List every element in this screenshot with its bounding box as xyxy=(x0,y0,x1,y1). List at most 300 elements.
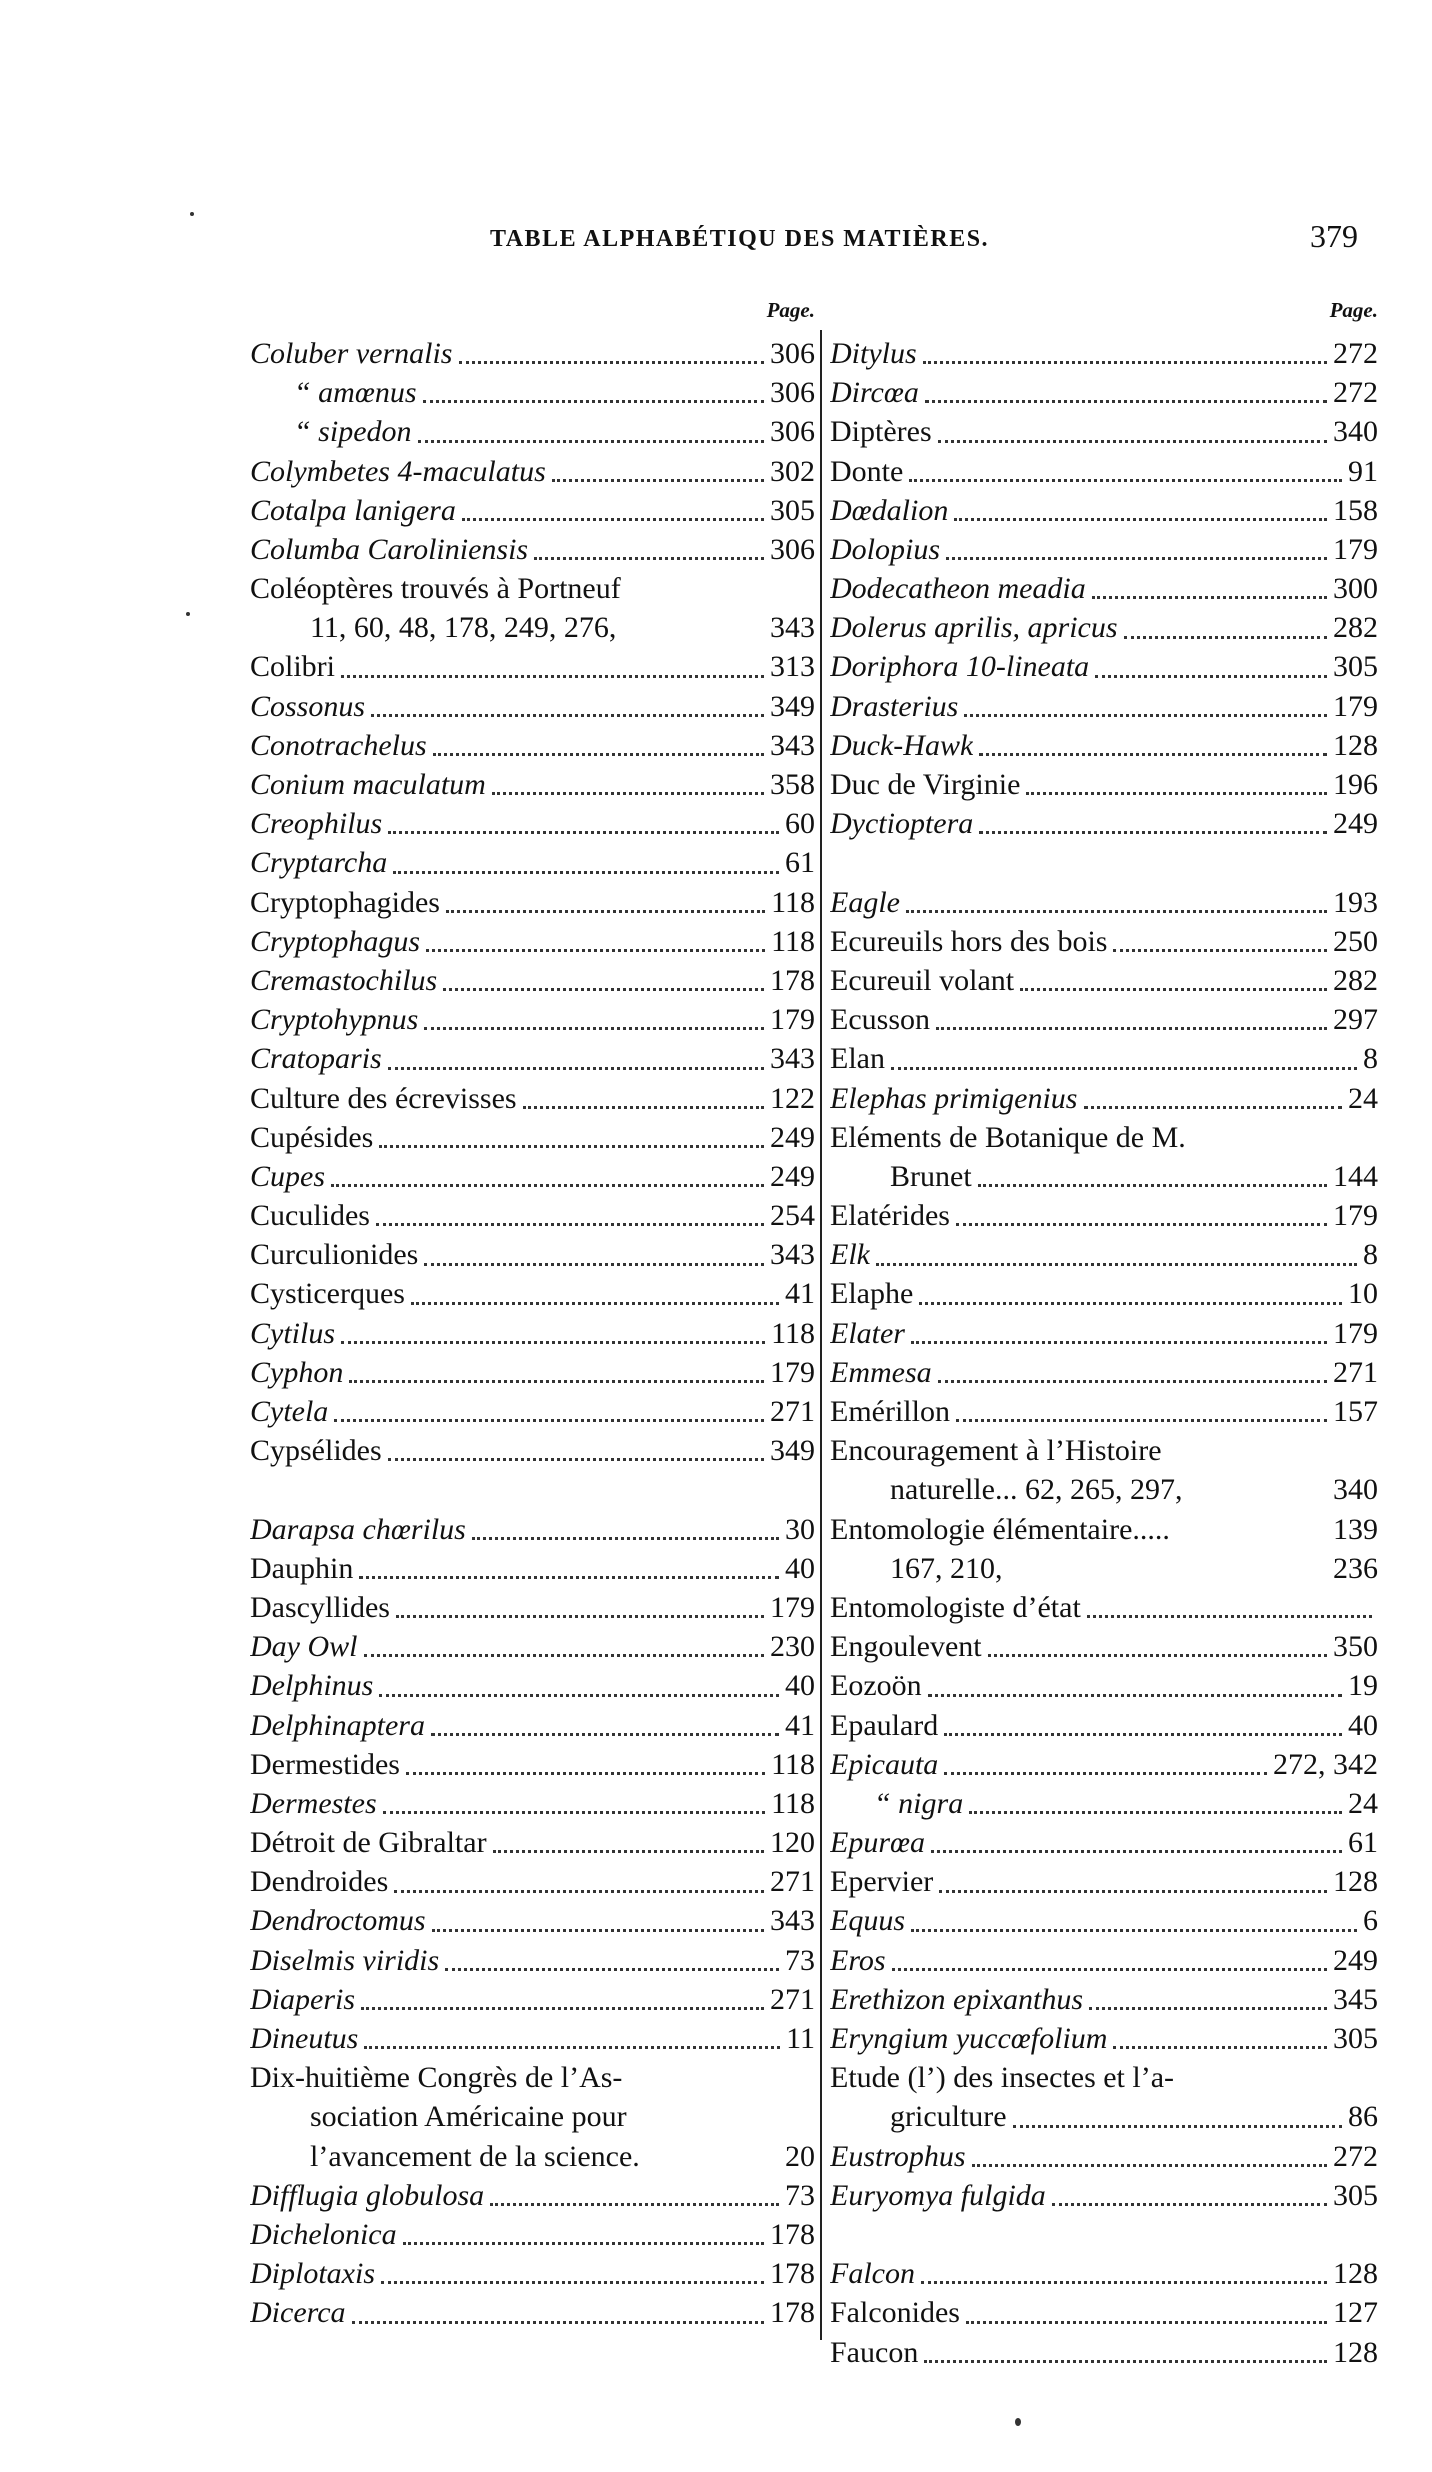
page-number: 379 xyxy=(1310,218,1358,254)
dot-leader xyxy=(433,753,764,756)
index-column-left xyxy=(250,298,815,2333)
index-page-ref: 300 xyxy=(1333,572,1378,606)
index-page-ref: 345 xyxy=(1333,1982,1378,2016)
dot-leader xyxy=(334,1419,764,1422)
index-entry xyxy=(250,1784,815,1823)
column-page-label: Page. xyxy=(766,298,815,322)
dot-leader xyxy=(459,361,765,364)
index-entry xyxy=(250,2019,815,2058)
index-entry xyxy=(830,1745,1378,1784)
index-entry xyxy=(250,1862,815,1901)
index-term: Cossonus xyxy=(250,689,366,723)
index-page-ref: 349 xyxy=(770,689,815,723)
dot-leader xyxy=(923,361,1327,364)
index-term: Coléoptères trouvés à Portneuf xyxy=(250,572,621,606)
dot-leader xyxy=(371,714,764,717)
paper-speck xyxy=(190,212,194,216)
index-term: Dineutus xyxy=(250,2022,359,2056)
dot-leader xyxy=(388,1067,764,1070)
dot-leader xyxy=(939,1890,1327,1893)
index-page-ref: 40 xyxy=(785,1551,815,1585)
dot-leader xyxy=(909,479,1342,482)
dot-leader xyxy=(341,675,764,678)
index-page-ref: 306 xyxy=(770,532,815,566)
index-page-ref: 282 xyxy=(1333,963,1378,997)
dot-leader xyxy=(1092,596,1327,599)
index-page-ref: 128 xyxy=(1333,2335,1378,2369)
dot-leader xyxy=(523,1106,764,1109)
index-page-ref: 306 xyxy=(770,376,815,410)
index-entry xyxy=(830,1118,1378,1157)
index-term: Entomologie élémentaire..... xyxy=(830,1512,1170,1546)
index-entry xyxy=(250,687,815,726)
dot-leader xyxy=(931,1850,1342,1853)
index-page-ref: 120 xyxy=(770,1826,815,1860)
index-page-ref: 179 xyxy=(770,1355,815,1389)
index-entry xyxy=(250,1353,815,1392)
dot-leader xyxy=(1052,2203,1327,2206)
dot-leader xyxy=(944,1772,1267,1775)
index-page-ref: 282 xyxy=(1333,611,1378,645)
index-entry xyxy=(830,2097,1378,2136)
section-gap xyxy=(250,1470,815,1509)
index-entry xyxy=(250,1666,815,1705)
index-page-ref: 157 xyxy=(1333,1395,1378,1429)
index-term: Eozoön xyxy=(830,1669,922,1703)
index-term: Elan xyxy=(830,1042,885,1076)
index-entry xyxy=(250,1000,815,1039)
index-page-ref: 196 xyxy=(1333,768,1378,802)
index-term: Ecureuil volant xyxy=(830,963,1015,997)
index-page-ref: 305 xyxy=(1333,2178,1378,2212)
index-page-ref: 144 xyxy=(1333,1159,1378,1193)
index-entry xyxy=(830,334,1378,373)
index-page-ref: 271 xyxy=(770,1395,815,1429)
index-term: Cytilus xyxy=(250,1316,336,1350)
index-term: Entomologiste d’état xyxy=(830,1590,1081,1624)
dot-leader xyxy=(364,1654,765,1657)
index-term: Epervier xyxy=(830,1865,934,1899)
index-page-ref: 10 xyxy=(1348,1277,1378,1311)
index-entry xyxy=(250,491,815,530)
dot-leader xyxy=(472,1537,779,1540)
index-page-ref: 179 xyxy=(770,1590,815,1624)
index-page-ref: 11 xyxy=(786,2022,815,2056)
index-page-ref: 343 xyxy=(770,1238,815,1272)
dot-leader xyxy=(396,1615,764,1618)
index-entry xyxy=(250,1627,815,1666)
dot-leader xyxy=(394,1890,764,1893)
index-term: Etude (l’) des insectes et l’a- xyxy=(830,2061,1175,2095)
index-entry xyxy=(830,1470,1378,1509)
index-term: Dascyllides xyxy=(250,1590,390,1624)
index-entry xyxy=(250,1588,815,1627)
dot-leader xyxy=(376,1223,764,1226)
dot-leader xyxy=(403,2242,764,2245)
index-entry xyxy=(830,1588,1378,1627)
index-entry xyxy=(830,2254,1378,2293)
index-term: Falcon xyxy=(830,2257,915,2291)
index-term: Euryomya fulgida xyxy=(830,2178,1046,2212)
index-entry xyxy=(250,1157,815,1196)
dot-leader xyxy=(911,1929,1357,1932)
dot-leader xyxy=(936,1027,1327,1030)
index-page-ref: 128 xyxy=(1333,2257,1378,2291)
index-page-ref: 343 xyxy=(770,728,815,762)
index-term: Cratoparis xyxy=(250,1042,382,1076)
index-entry xyxy=(830,726,1378,765)
index-entry xyxy=(250,412,815,451)
index-term: Ditylus xyxy=(830,336,917,370)
dot-leader xyxy=(379,1145,764,1148)
index-page-ref: 41 xyxy=(785,1708,815,1742)
dot-leader xyxy=(921,2281,1327,2284)
index-term: Epicauta xyxy=(830,1747,939,1781)
dot-leader xyxy=(406,1772,765,1775)
dot-leader xyxy=(919,1302,1342,1305)
dot-leader xyxy=(393,871,779,874)
index-term: Cuculides xyxy=(250,1199,370,1233)
index-page-ref: 40 xyxy=(785,1669,815,1703)
index-column-right xyxy=(830,298,1378,2372)
index-page-ref: 24 xyxy=(1348,1081,1378,1115)
index-term: Darapsa chœrilus xyxy=(250,1512,466,1546)
index-page-ref: 73 xyxy=(785,1943,815,1977)
index-term: Day Owl xyxy=(250,1630,358,1664)
index-term: Diptères xyxy=(830,415,932,449)
index-page-ref: 343 xyxy=(770,1042,815,1076)
index-page-ref: 236 xyxy=(1333,1551,1378,1585)
index-entry xyxy=(830,2176,1378,2215)
index-term: Duc de Virginie xyxy=(830,768,1021,802)
index-term: Epurœa xyxy=(830,1826,926,1860)
index-term: Cupésides xyxy=(250,1120,374,1154)
index-page-ref: 271 xyxy=(770,1865,815,1899)
dot-leader xyxy=(361,2007,764,2010)
index-term: sociation Américaine pour xyxy=(310,2100,627,2134)
index-page-ref: 8 xyxy=(1363,1042,1378,1076)
index-page-ref: 343 xyxy=(770,1904,815,1938)
index-entry xyxy=(830,648,1378,687)
index-entry xyxy=(250,961,815,1000)
index-entry xyxy=(830,1666,1378,1705)
dot-leader xyxy=(956,1223,1327,1226)
index-page-ref: 61 xyxy=(785,846,815,880)
index-term: Cryptophagides xyxy=(250,885,440,919)
index-entry xyxy=(250,452,815,491)
index-page-ref: 340 xyxy=(1333,1473,1378,1507)
index-entry xyxy=(250,1823,815,1862)
dot-leader xyxy=(443,988,764,991)
index-term: Cotalpa lanigera xyxy=(250,493,456,527)
index-page-ref: 41 xyxy=(785,1277,815,1311)
index-entry xyxy=(250,1510,815,1549)
index-entry xyxy=(250,1431,815,1470)
index-term: Cryptophagus xyxy=(250,924,421,958)
index-term: Dauphin xyxy=(250,1551,354,1585)
index-page-ref: 118 xyxy=(771,1786,815,1820)
index-entry xyxy=(250,608,815,647)
dot-leader xyxy=(432,1929,764,1932)
index-entry xyxy=(830,2293,1378,2332)
index-page-ref: 86 xyxy=(1348,2100,1378,2134)
index-entry xyxy=(830,804,1378,843)
index-page-ref: 249 xyxy=(770,1159,815,1193)
index-entry xyxy=(250,765,815,804)
index-entry xyxy=(250,1706,815,1745)
dot-leader xyxy=(341,1341,765,1344)
index-term: Engoulevent xyxy=(830,1630,982,1664)
index-entry xyxy=(830,922,1378,961)
index-page-ref: 343 xyxy=(770,611,815,645)
index-term: Delphinus xyxy=(250,1669,374,1703)
index-term: Cupes xyxy=(250,1159,325,1193)
index-term: Emérillon xyxy=(830,1395,950,1429)
index-term: Diplotaxis xyxy=(250,2257,375,2291)
index-entry xyxy=(830,1823,1378,1862)
index-entry xyxy=(830,1079,1378,1118)
index-entry xyxy=(830,2019,1378,2058)
index-term: Colymbetes 4-maculatus xyxy=(250,454,546,488)
section-gap xyxy=(830,843,1378,882)
index-page-ref: 193 xyxy=(1333,885,1378,919)
index-term: Dolopius xyxy=(830,532,941,566)
index-term: Cryptohypnus xyxy=(250,1003,419,1037)
index-page-ref: 349 xyxy=(770,1434,815,1468)
index-page-ref: 305 xyxy=(770,493,815,527)
index-page-ref: 178 xyxy=(770,2296,815,2330)
dot-leader xyxy=(925,400,1327,403)
index-page-ref: 19 xyxy=(1348,1669,1378,1703)
dot-leader xyxy=(966,2321,1327,2324)
index-term: Delphinaptera xyxy=(250,1708,425,1742)
index-entry xyxy=(830,2137,1378,2176)
index-entry xyxy=(830,1549,1378,1588)
paper-speck xyxy=(186,612,190,616)
index-term: Eagle xyxy=(830,885,900,919)
index-entry xyxy=(830,1706,1378,1745)
index-term: Curculionides xyxy=(250,1238,419,1272)
index-entry xyxy=(830,1196,1378,1235)
index-page-ref: 20 xyxy=(785,2139,815,2173)
dot-leader xyxy=(956,1419,1327,1422)
index-page-ref: 305 xyxy=(1333,2022,1378,2056)
page-header xyxy=(0,218,1432,266)
index-page-ref: 118 xyxy=(771,1747,815,1781)
index-entry xyxy=(830,1784,1378,1823)
index-term: Difflugia globulosa xyxy=(250,2178,485,2212)
index-page-ref: 271 xyxy=(1333,1355,1378,1389)
dot-leader xyxy=(424,1263,764,1266)
index-term: Diselmis viridis xyxy=(250,1943,440,1977)
index-page-ref: 139 xyxy=(1333,1512,1378,1546)
index-entry xyxy=(250,2215,815,2254)
index-page-ref: 249 xyxy=(1333,1943,1378,1977)
index-term: naturelle... 62, 265, 297, xyxy=(890,1473,1183,1507)
index-entry xyxy=(250,843,815,882)
index-entry xyxy=(830,961,1378,1000)
index-entry xyxy=(250,1745,815,1784)
index-term: Elephas primigenius xyxy=(830,1081,1078,1115)
index-term: Elaphe xyxy=(830,1277,914,1311)
index-term: Eléments de Botanique de M. xyxy=(830,1120,1186,1154)
index-entry xyxy=(250,373,815,412)
index-entry xyxy=(250,2254,815,2293)
index-page-ref: 272 xyxy=(1333,376,1378,410)
index-term: Ecusson xyxy=(830,1003,930,1037)
index-term: Encouragement à l’Histoire xyxy=(830,1434,1162,1468)
index-entry xyxy=(830,883,1378,922)
index-page-ref: 122 xyxy=(770,1081,815,1115)
index-term: Elk xyxy=(830,1238,870,1272)
index-page-ref: 249 xyxy=(1333,807,1378,841)
index-term: “ sipedon xyxy=(294,415,412,449)
dot-leader xyxy=(1113,2046,1327,2049)
index-term: Dircœa xyxy=(830,376,919,410)
index-entry xyxy=(830,2333,1378,2372)
dot-leader xyxy=(938,440,1327,443)
index-entry xyxy=(250,1392,815,1431)
dot-leader xyxy=(349,1380,764,1383)
index-entry xyxy=(250,2058,815,2097)
index-term: Dendroctomus xyxy=(250,1904,426,1938)
dot-leader xyxy=(1084,1106,1343,1109)
index-entry xyxy=(250,2293,815,2332)
index-page-ref: 313 xyxy=(770,650,815,684)
index-term: Dyctioptera xyxy=(830,807,974,841)
index-term: Falconides xyxy=(830,2296,960,2330)
index-entry xyxy=(830,1431,1378,1470)
index-term: Drasterius xyxy=(830,689,959,723)
index-term: Eustrophus xyxy=(830,2139,966,2173)
index-entry xyxy=(830,1941,1378,1980)
index-page-ref: 350 xyxy=(1333,1630,1378,1664)
dot-leader xyxy=(552,479,764,482)
dot-leader xyxy=(1087,1615,1372,1618)
index-term: Ecureuils hors des bois xyxy=(830,924,1108,958)
column-divider xyxy=(820,330,822,2340)
dot-leader xyxy=(1026,792,1327,795)
dot-leader xyxy=(493,1850,764,1853)
index-term: Conium maculatum xyxy=(250,768,486,802)
index-page-ref: 297 xyxy=(1333,1003,1378,1037)
index-entry xyxy=(830,373,1378,412)
index-entry xyxy=(250,569,815,608)
dot-leader xyxy=(331,1184,764,1187)
dot-leader xyxy=(490,2203,779,2206)
index-page-ref: 306 xyxy=(770,415,815,449)
index-term: Cyphon xyxy=(250,1355,344,1389)
index-page-ref: 254 xyxy=(770,1199,815,1233)
dot-leader xyxy=(1113,949,1327,952)
dot-leader xyxy=(431,1733,779,1736)
dot-leader xyxy=(364,2046,780,2049)
index-page-ref: 271 xyxy=(770,1982,815,2016)
dot-leader xyxy=(359,1576,779,1579)
index-term: Cryptarcha xyxy=(250,846,388,880)
index-entry xyxy=(250,726,815,765)
index-entry xyxy=(830,1353,1378,1392)
index-entry xyxy=(250,2137,815,2176)
index-term: Equus xyxy=(830,1904,905,1938)
index-term: Détroit de Gibraltar xyxy=(250,1826,487,1860)
index-entry xyxy=(830,1275,1378,1314)
dot-leader xyxy=(979,753,1327,756)
index-entry xyxy=(830,765,1378,804)
index-term: Dix-huitième Congrès de l’As- xyxy=(250,2061,623,2095)
dot-leader xyxy=(906,910,1327,913)
index-term: “ amœnus xyxy=(294,376,417,410)
index-page-ref: 340 xyxy=(1333,415,1378,449)
dot-leader xyxy=(534,557,764,560)
index-term: 167, 210, xyxy=(890,1551,1003,1585)
index-entry xyxy=(830,1510,1378,1549)
dot-leader xyxy=(383,1811,765,1814)
index-entry xyxy=(250,1079,815,1118)
index-entry xyxy=(250,530,815,569)
index-term: Creophilus xyxy=(250,807,383,841)
index-term: Dermestides xyxy=(250,1747,400,1781)
index-page-ref: 128 xyxy=(1333,728,1378,762)
index-entry xyxy=(830,412,1378,451)
index-term: Conotrachelus xyxy=(250,728,427,762)
index-term: Donte xyxy=(830,454,904,488)
dot-leader xyxy=(418,440,764,443)
index-term: Erethizon epixanthus xyxy=(830,1982,1084,2016)
dot-leader xyxy=(964,714,1327,717)
index-term: Eryngium yuccœfolium xyxy=(830,2022,1108,2056)
dot-leader xyxy=(388,1458,764,1461)
index-page-ref: 8 xyxy=(1363,1238,1378,1272)
index-page-ref: 230 xyxy=(770,1630,815,1664)
dot-leader xyxy=(969,1811,1342,1814)
index-page-ref: 40 xyxy=(1348,1708,1378,1742)
index-page-ref: 118 xyxy=(771,924,815,958)
index-page-ref: 305 xyxy=(1333,650,1378,684)
dot-leader xyxy=(876,1263,1357,1266)
index-term: l’avancement de la science. xyxy=(310,2139,640,2173)
dot-leader xyxy=(954,518,1327,521)
index-term: “ nigra xyxy=(874,1786,964,1820)
index-entry xyxy=(250,1196,815,1235)
index-term: Diaperis xyxy=(250,1982,355,2016)
index-entry xyxy=(830,1902,1378,1941)
index-page-ref: 178 xyxy=(770,2257,815,2291)
index-term: Cytela xyxy=(250,1395,329,1429)
dot-leader xyxy=(1124,636,1327,639)
index-term: Epaulard xyxy=(830,1708,939,1742)
index-term: Columba Caroliniensis xyxy=(250,532,529,566)
dot-leader xyxy=(426,949,765,952)
dot-leader xyxy=(892,1968,1327,1971)
index-entry xyxy=(250,1902,815,1941)
index-page-ref: 179 xyxy=(770,1003,815,1037)
index-page-ref: 306 xyxy=(770,336,815,370)
section-gap xyxy=(830,2215,1378,2254)
index-entry xyxy=(250,648,815,687)
dot-leader xyxy=(924,2360,1327,2363)
index-entry xyxy=(830,1392,1378,1431)
index-page-ref: 127 xyxy=(1333,2296,1378,2330)
index-page-ref: 358 xyxy=(770,768,815,802)
index-term: Brunet xyxy=(890,1159,972,1193)
index-entry xyxy=(830,491,1378,530)
index-term: Elater xyxy=(830,1316,905,1350)
index-page-ref: 179 xyxy=(1333,1316,1378,1350)
index-entries-left xyxy=(250,334,815,2333)
column-page-label: Page. xyxy=(1329,298,1378,322)
index-page-ref: 302 xyxy=(770,454,815,488)
